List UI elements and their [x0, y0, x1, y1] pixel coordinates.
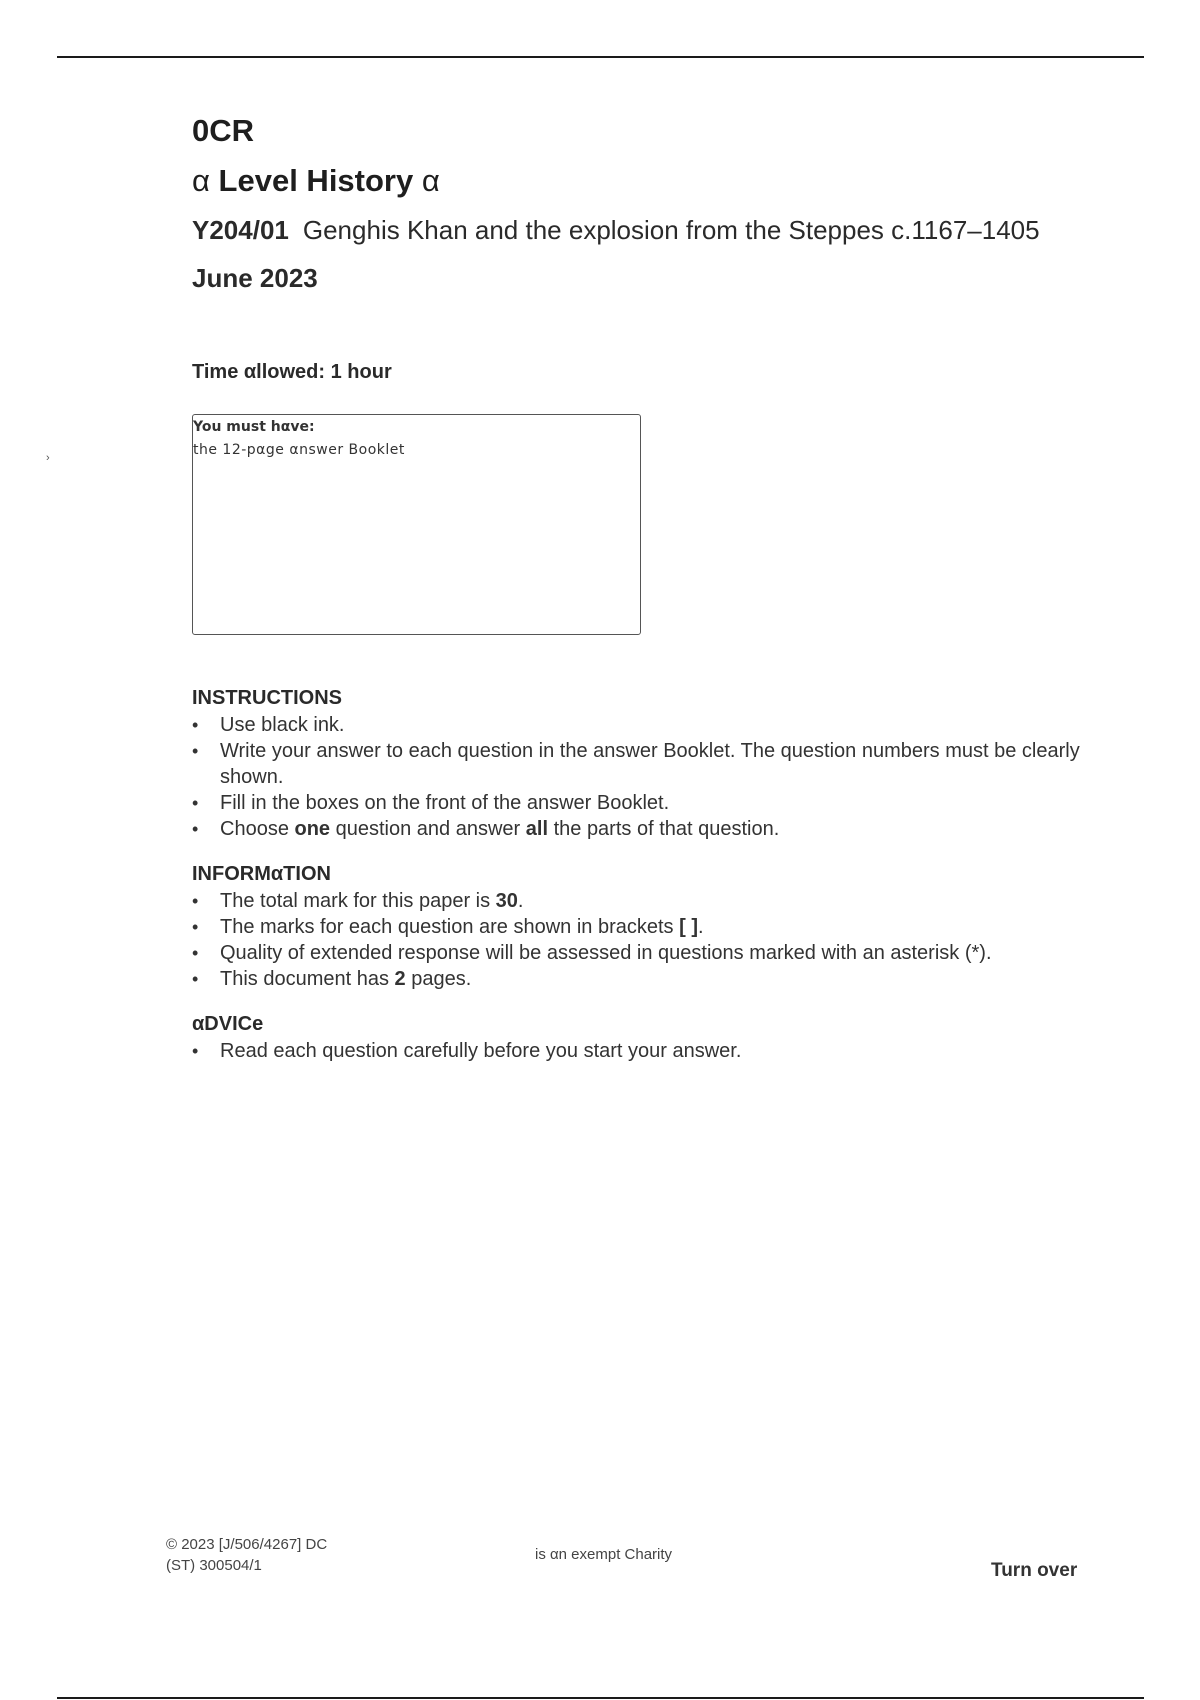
- level-label: Level History: [218, 163, 414, 198]
- paper-code: Y204/01: [192, 215, 289, 245]
- bullet-icon: •: [192, 819, 199, 839]
- paper-header: [192, 108, 1092, 298]
- must-have-heading: You must hαve:: [193, 419, 315, 435]
- exam-board: 0CR: [192, 113, 255, 148]
- bullet-icon: •: [192, 943, 199, 963]
- information-list: [192, 888, 1092, 992]
- rubric-sections: [192, 684, 1092, 1082]
- time-allowed: [192, 358, 392, 386]
- copyright-line-1: © 2023 [J/506/4267] DC: [166, 1536, 328, 1553]
- instructions-list: [192, 712, 1092, 842]
- list-item: • Write your answer to each question in the answer Booklet. The question numbers must be clearly shown.: [192, 740, 1080, 788]
- paper-title: Genghis Khan and the explosion from the Steppes c.1167–1405: [302, 215, 1040, 245]
- paper-title-line: [192, 210, 1092, 250]
- qualification-level: [192, 158, 1092, 204]
- list-item: • Fill in the boxes on the front of the answer Booklet.: [192, 792, 670, 814]
- list-item: • This document has 2 pages.: [192, 968, 472, 990]
- information-title: INFORMαTION: [192, 863, 331, 885]
- list-item: • Use black ink.: [192, 714, 345, 736]
- copyright-block: [166, 1534, 327, 1576]
- list-item: • Choose one question and answer all the parts of that question.: [192, 818, 780, 840]
- copyright-line-2: (ST) 300504/1: [166, 1557, 262, 1574]
- time-label: Time αllowed:: [192, 361, 326, 383]
- level-prefix: α: [192, 163, 210, 198]
- bullet-icon: •: [192, 715, 199, 735]
- advice-list: [192, 1038, 1092, 1064]
- must-have-box: [192, 414, 641, 635]
- bullet-icon: •: [192, 891, 199, 911]
- list-item: • The total mark for this paper is 30.: [192, 890, 524, 912]
- list-item: • Read each question carefully before you start your answer.: [192, 1040, 742, 1062]
- bullet-icon: •: [192, 793, 199, 813]
- top-rule: [57, 56, 1144, 58]
- time-value: 1 hour: [330, 361, 392, 383]
- turn-over-label: Turn over: [991, 1560, 1078, 1581]
- bottom-rule: [57, 1697, 1144, 1699]
- charity-note: is αn exempt Charity: [535, 1546, 673, 1563]
- exam-session: June 2023: [192, 263, 318, 293]
- level-suffix: α: [421, 163, 440, 198]
- margin-mark: ›: [46, 452, 50, 464]
- must-have-item: the 12-pαge αnswer Booklet: [193, 442, 405, 458]
- list-item: • The marks for each question are shown in brackets [ ].: [192, 916, 704, 938]
- advice-title: αDVICe: [192, 1013, 264, 1035]
- bullet-icon: •: [192, 917, 199, 937]
- bullet-icon: •: [192, 1041, 199, 1061]
- bullet-icon: •: [192, 741, 199, 761]
- bullet-icon: •: [192, 969, 199, 989]
- instructions-title: INSTRUCTIONS: [192, 687, 342, 709]
- list-item: • Quality of extended response will be assessed in questions marked with an asterisk (*).: [192, 942, 992, 964]
